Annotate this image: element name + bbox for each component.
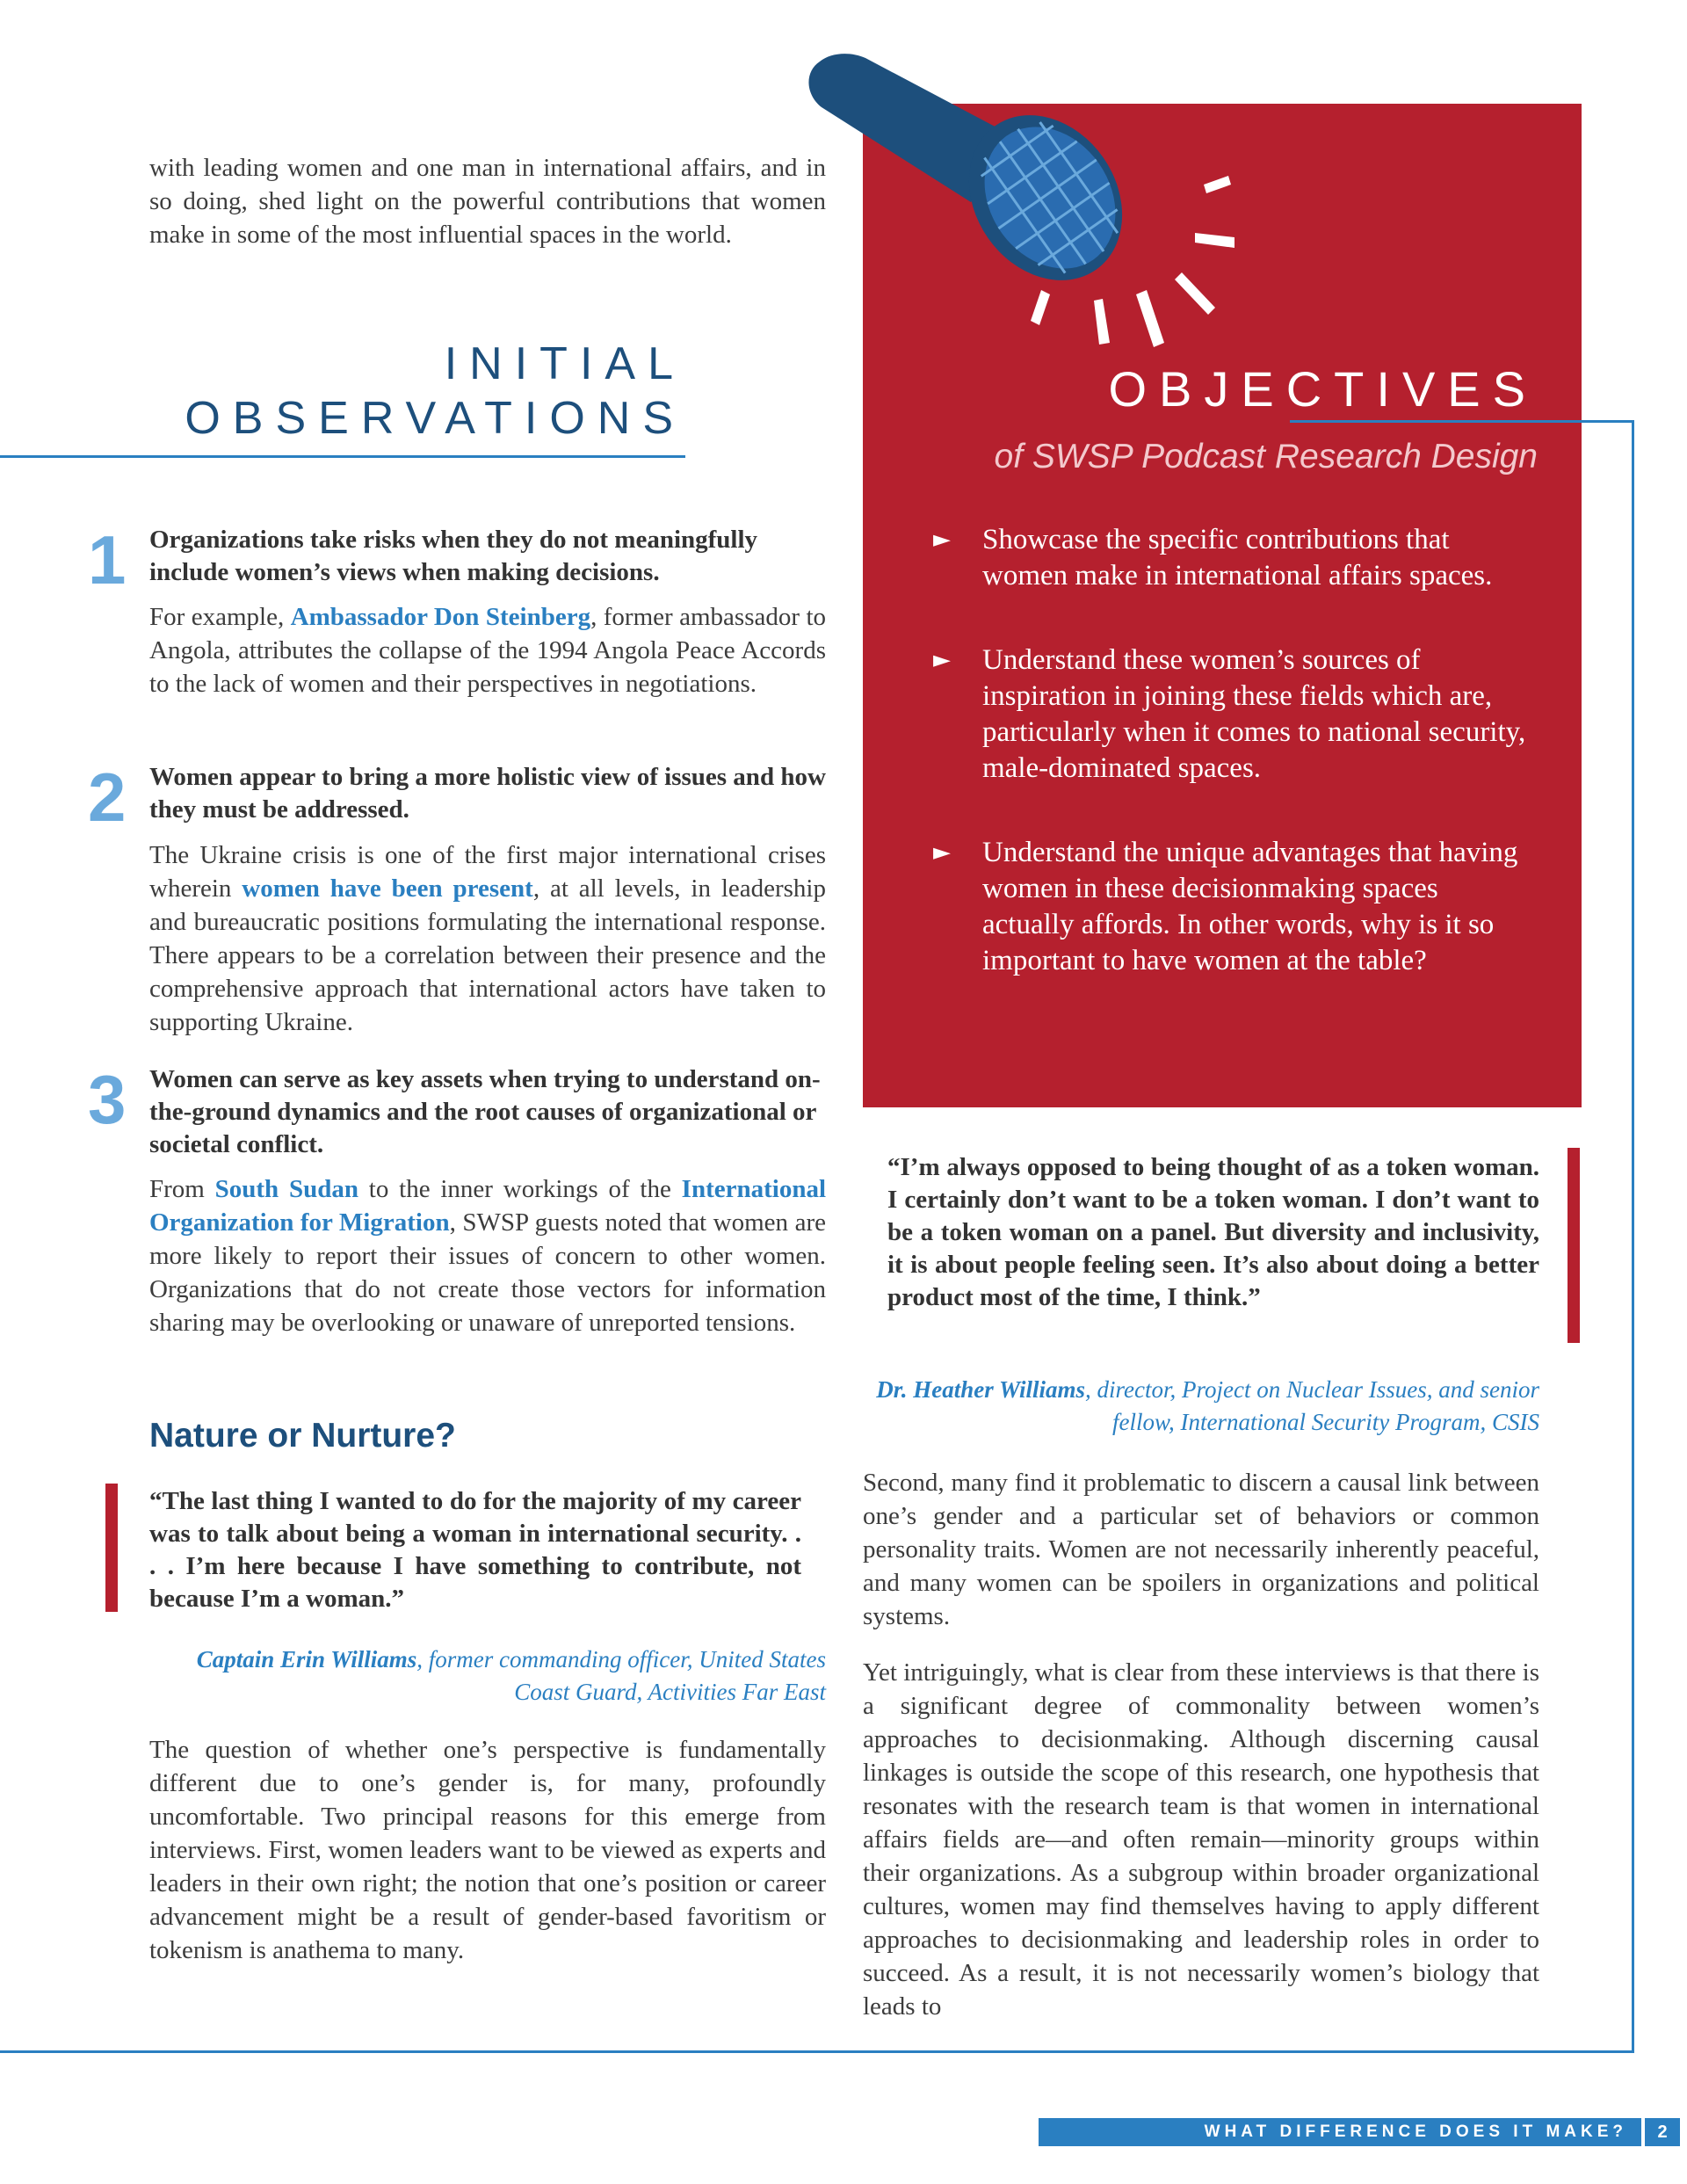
- objective-bullet: [933, 522, 1531, 594]
- section-heading-line1: INITIAL: [444, 338, 685, 389]
- objective-text: Understand the unique advantages that having women in these decisionmaking spaces actually affords. In other words, why is it so important to have women at the table?: [982, 837, 1518, 976]
- quote-bar: [105, 1484, 118, 1612]
- column-rule: [1632, 420, 1634, 2053]
- item-number-3: 3: [88, 1061, 127, 1138]
- item-number-1: 1: [88, 521, 127, 599]
- footer-label: WHAT DIFFERENCE DOES IT MAKE?: [1204, 2122, 1627, 2141]
- page-number-box: [1645, 2118, 1680, 2146]
- heading-rule: [0, 455, 685, 458]
- section-heading-line2: OBSERVATIONS: [185, 393, 685, 444]
- objectives-subtitle: of SWSP Podcast Research Design: [994, 438, 1538, 475]
- quote-bar-right: [1568, 1148, 1580, 1343]
- item-title-3: Women can serve as key assets when trying to understand on-the-ground dynamics and the root causes of organizational or societal conflict.: [149, 1065, 821, 1158]
- page-number: 2: [1657, 2122, 1668, 2142]
- quote-attribution: Captain Erin Williams, former commanding officer, United States Coast Guard, Activities Far East: [196, 1646, 826, 1705]
- objective-bullet: [933, 835, 1531, 979]
- nature-body: The question of whether one’s perspective is fundamentally different due to one’s gender is, for many, profoundly uncomfortable. Two principal reasons for this emerge from interviews. First, women leaders want to be viewed as experts and leaders in their own right; the notion that one’s position or career advancement might be a result of gender-based favoritism or tokenism is anathema to many.: [149, 1736, 826, 1964]
- item-body-2: The Ukraine crisis is one of the first major international crises wherein women have been present, at all levels, in leadership and bureaucratic positions formulating the international response. There appears to be a correlation between their presence and the comprehensive approach that international actors have taken to supporting Ukraine.: [149, 841, 826, 1036]
- objective-text: Showcase the specific contributions that women make in international affairs spaces.: [982, 524, 1493, 591]
- link-women-present[interactable]: women have been present: [242, 874, 533, 903]
- objectives-rule: [1290, 420, 1634, 423]
- item-number-2: 2: [88, 758, 127, 836]
- objectives-title: OBJECTIVES: [1108, 361, 1538, 417]
- arrow-right-icon: ►: [933, 526, 951, 553]
- item-title-2: Women appear to bring a more holistic view of issues and how they must be addressed.: [149, 763, 826, 824]
- arrow-right-icon: ►: [933, 647, 951, 673]
- footer-band: [1039, 2118, 1641, 2146]
- right-body-1: Second, many find it problematic to discern a causal link between one’s gender and a particular set of behaviors or common personality traits. Women are not necessarily inherently peaceful, and many women can be spoilers in organizations and political systems.: [863, 1469, 1539, 1630]
- bottom-rule: [0, 2050, 1634, 2053]
- link-iom[interactable]: International Organization for Migration: [149, 1175, 826, 1237]
- objective-text: Understand these women’s sources of inspiration in joining these fields which are, particularly when it comes to national security, male-dominated spaces.: [982, 644, 1526, 784]
- right-body-2: Yet intriguingly, what is clear from these interviews is that there is a significant degree of commonality between women’s approaches to decisionmaking. Although discerning causal linkages is outside the scope of this research, one hypothesis that resonates with the research team is that women in international affairs fields are—and often remain—minority groups within their organizations. As a subgroup within broader organizational cultures, women may find themselves having to apply different approaches to decisionmaking and leadership roles in order to succeed. As a result, it is not necessarily women’s biology that leads to: [863, 1658, 1539, 2021]
- item-body-1: For example, Ambassador Don Steinberg, former ambassador to Angola, attributes the collapse of the 1994 Angola Peace Accords to the lack of women and their perspectives in negotiations.: [149, 603, 826, 698]
- link-don-steinberg[interactable]: Ambassador Don Steinberg: [290, 603, 591, 631]
- item-body-3: From South Sudan to the inner workings of the International Organization for Migration, SWSP guests noted that women are more likely to report their issues of concern to other women. Organizations that do not create those vectors for information sharing may be overlooking or unaware of unreported tensions.: [149, 1175, 826, 1337]
- quote-attribution-right: Dr. Heather Williams, director, Project on Nuclear Issues, and senior fellow, International Security Program, CSIS: [876, 1376, 1539, 1435]
- item-title-1: Organizations take risks when they do not meaningfully include women’s views when making decisions.: [149, 526, 758, 586]
- arrow-right-icon: ►: [933, 839, 951, 866]
- subsection-heading: Nature or Nurture?: [149, 1417, 456, 1455]
- pull-quote-right: “I’m always opposed to being thought of as a token woman. I certainly don’t want to be a token woman. I don’t want to be a token woman on a panel. But diversity and inclusivity, it is about people feeling seen. It’s also about doing a better product most of the time, I think.”: [887, 1153, 1539, 1311]
- microphone-icon: [795, 53, 1270, 369]
- intro-paragraph: with leading women and one man in international affairs, and in so doing, shed light on the powerful contributions that women make in some of the most influential spaces in the world.: [149, 154, 826, 249]
- objective-bullet: [933, 642, 1531, 787]
- link-south-sudan[interactable]: South Sudan: [214, 1175, 358, 1203]
- pull-quote: “The last thing I wanted to do for the majority of my career was to talk about being a woman in international security. . . . I’m here because I have something to contribute, not because I’m a woman.”: [149, 1487, 801, 1613]
